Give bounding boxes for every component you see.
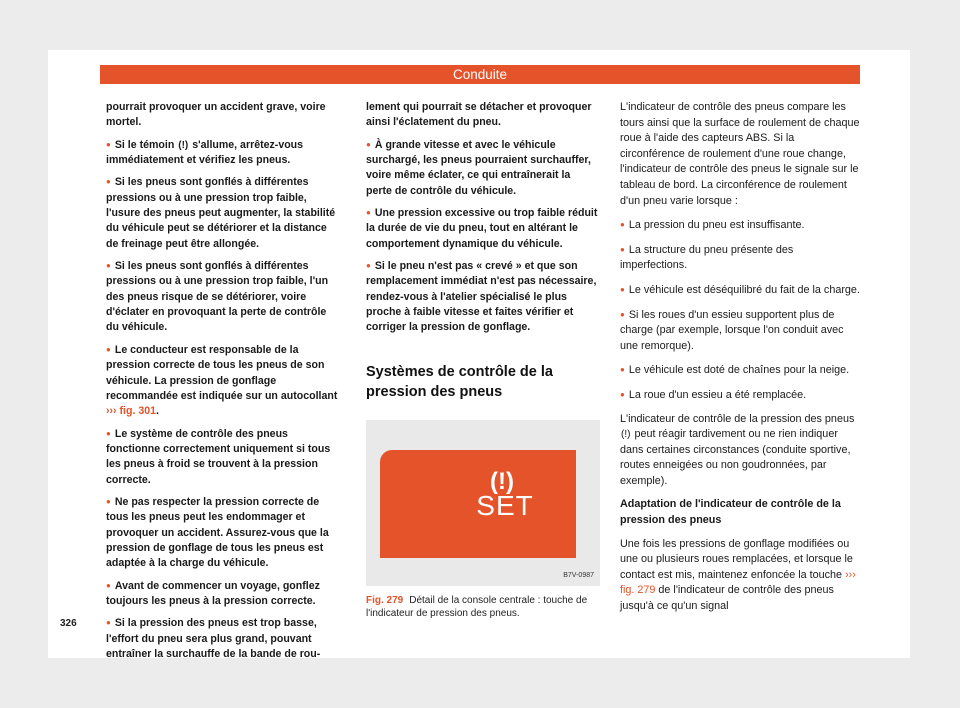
column-1: [106, 100, 338, 668]
warning-bullet: ● Si le pneu n'est pas « crevé » et que son remplacement immédiat n'est pas nécessaire, rendez-vous à l'atelier spécialisé le plus proche à faible vitesse et faites vérifier et corriger la pression de gonflage.: [366, 258, 598, 336]
warning-bullet: ● Si les pneus sont gonflés à différentes pressions ou à une pression trop faible, l'usure des pneus peut augmenter, la stabilité du véhicule peut se détériorer et la distance de freinage peut être allongée.: [106, 174, 338, 252]
column-2: [366, 100, 598, 620]
figure-code: B7V-0987: [563, 572, 594, 580]
warning-bullet: ● Ne pas respecter la pression correcte de tous les pneus peut les endommager et provoquer un accident. Assurez-vous que la pression de gonflage de tous les pneus est adaptée à la charge du véhicule.: [106, 494, 338, 572]
list-item: ● La structure du pneu présente des imperfections.: [620, 242, 860, 274]
warning-text: lement qui pourrait se détacher et provoquer ainsi l'éclatement du pneu.: [366, 101, 592, 129]
list-item: ● Le véhicule est déséquilibré du fait de la charge.: [620, 282, 860, 299]
figure-link[interactable]: ››› fig. 301: [106, 405, 157, 418]
set-button-illustration: [380, 450, 576, 558]
warning-bullet: ● Le système de contrôle des pneus fonctionne correctement uniquement si tous les pneus à froid se trouvent à la pression correcte.: [106, 426, 338, 488]
warning-bullet: [106, 342, 338, 420]
warning-text: pourrait provoquer un accident grave, voire mortel.: [106, 101, 326, 129]
paragraph-text: de l'indicateur de contrôle des pneus jusqu'à ce qu'un signal: [620, 584, 834, 613]
figure-caption: [366, 594, 598, 620]
list-item: ● La pression du pneu est insuffisante.: [620, 217, 860, 234]
warning-bullet: ● Si les pneus sont gonflés à différentes pressions ou à une pression trop faible, l'un des pneus risque de se détériorer, voire d'éclater en provoquant la perte de contrôle du véhicule.: [106, 258, 338, 336]
paragraph: [620, 412, 860, 490]
bullet-text: Si le témoin: [114, 138, 178, 151]
bullet-text: .: [156, 405, 159, 418]
figure-link[interactable]: ››› fig. 279: [620, 568, 856, 597]
tire-pressure-warning-icon: (!): [178, 139, 189, 151]
set-label: SET: [476, 489, 534, 521]
bullet-text: s'allume, arrêtez-vous immédiatement et vérifiez les pneus.: [106, 138, 304, 167]
warning-bullet: ● À grande vitesse et avec le véhicule surchargé, les pneus pourraient surchauffer, voire même éclater, ce qui entraînerait la perte de contrôle du véhicule.: [366, 137, 598, 199]
warning-bullet: ● Avant de commencer un voyage, gonflez toujours les pneus à la pression correcte.: [106, 578, 338, 610]
figure-number: Fig. 279: [366, 594, 404, 606]
paragraph-text: L'indicateur de contrôle de la pression des pneus: [620, 412, 855, 425]
list-item: ● Le véhicule est doté de chaînes pour la neige.: [620, 362, 860, 379]
warning-bullet: [106, 137, 338, 169]
column-3: [620, 100, 860, 623]
figure-image: [366, 420, 600, 586]
bullet-text: Le conducteur est responsable de la pression correcte de tous les pneus de son véhicule. La pression de gonflage recommandée est indiquée sur un autocollant: [106, 343, 338, 402]
paragraph: [620, 537, 860, 615]
paragraph-text: Une fois les pressions de gonflage modifiées ou une ou plusieurs roues remplacées, et lorsque le contact est mis, maintenez enfoncée la touche: [620, 537, 853, 581]
warning-bullet: ● Une pression excessive ou trop faible réduit la durée de vie du pneu, tout en altérant le comportement dynamique du véhicule.: [366, 205, 598, 252]
section-title: Systèmes de contrôle de la pression des pneus: [366, 363, 553, 400]
tire-pressure-icon: (!): [490, 467, 514, 495]
list-item: ● La roue d'un essieu a été remplacée.: [620, 387, 860, 404]
section-header: Conduite: [100, 65, 860, 84]
warning-bullet: ● Si la pression des pneus est trop basse, l'effort du pneu sera plus grand, pouvant entraîner la surchauffe de la bande de rou-: [106, 615, 338, 662]
caption-text: Détail de la console centrale : touche de l'indicateur de pression des pneus.: [366, 594, 588, 619]
paragraph: L'indicateur de contrôle des pneus compare les tours ainsi que la surface de roulement de chaque roue à l'aide des capteurs ABS. Si la circonférence de roulement d'une roue change, l'indicateur de contrôle des pneus le signale sur le tableau de bord. La circonférence de roulement d'un pneu varie lorsque :: [620, 101, 860, 207]
page-number: 326: [60, 618, 77, 629]
tire-pressure-warning-icon: (!): [621, 429, 631, 441]
subheading: Adaptation de l'indicateur de contrôle de la pression des pneus: [620, 498, 841, 527]
list-item: ● Si les roues d'un essieu supportent plus de charge (par exemple, lorsque l'on conduit avec une remorque).: [620, 307, 860, 355]
paragraph-text: peut réagir tardivement ou ne rien indiquer dans certaines circonstances (conduite sportive, routes enneigées ou non goudronnées, par exemple).: [620, 428, 851, 487]
